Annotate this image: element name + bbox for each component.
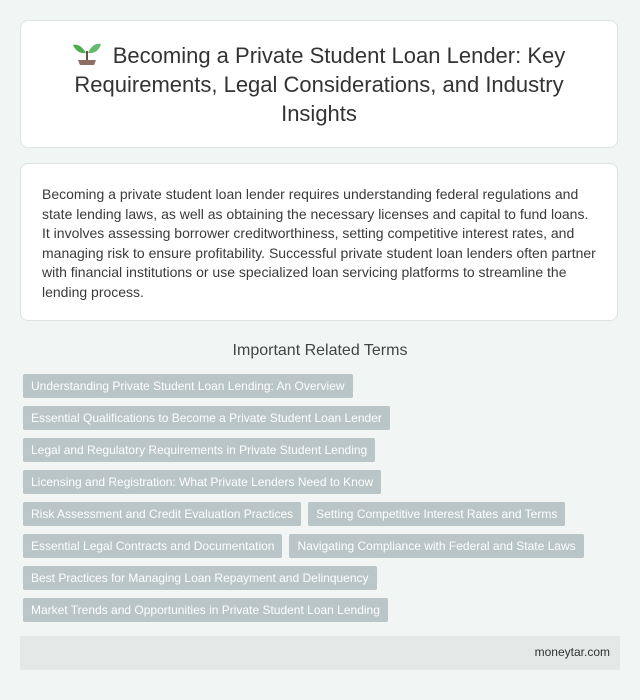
footer: [20, 636, 620, 670]
intro-card: [20, 163, 618, 321]
term-tag[interactable]: Legal and Regulatory Requirements in Private Student Lending: [23, 438, 375, 462]
term-tag[interactable]: Risk Assessment and Credit Evaluation Practices: [23, 502, 301, 526]
related-terms-heading: Important Related Terms: [232, 342, 408, 359]
page-title-text: Becoming a Private Student Loan Lender: Key Requirements, Legal Considerations, and Industry Insights: [74, 43, 566, 126]
term-tag[interactable]: Essential Legal Contracts and Documentation: [23, 534, 282, 558]
term-tag[interactable]: Market Trends and Opportunities in Private Student Loan Lending: [23, 598, 388, 622]
term-tag[interactable]: Navigating Compliance with Federal and State Laws: [289, 534, 583, 558]
intro-paragraph: Becoming a private student loan lender requires understanding federal regulations and state lending laws, as well as obtaining the necessary licenses and capital to fund loans. It involves assessing borrower creditworthiness, setting competitive interest rates, and managing risk to ensure profitability. Successful private student loan lenders often partner with financial institutions or use specialized loan servicing platforms to streamline the lending process.: [42, 186, 596, 300]
term-tag[interactable]: Essential Qualifications to Become a Private Student Loan Lender: [23, 406, 390, 430]
term-tag[interactable]: Setting Competitive Interest Rates and Terms: [308, 502, 565, 526]
term-tag[interactable]: Understanding Private Student Loan Lending: An Overview: [23, 374, 353, 398]
term-tag[interactable]: Licensing and Registration: What Private Lenders Need to Know: [23, 470, 381, 494]
sprout-icon: [73, 41, 113, 65]
term-tag[interactable]: Best Practices for Managing Loan Repayment and Delinquency: [23, 566, 377, 590]
footer-site-link[interactable]: moneytar.com: [534, 645, 610, 659]
title-card: [20, 20, 618, 148]
related-terms-list: [23, 374, 623, 630]
page-title: [21, 21, 617, 128]
